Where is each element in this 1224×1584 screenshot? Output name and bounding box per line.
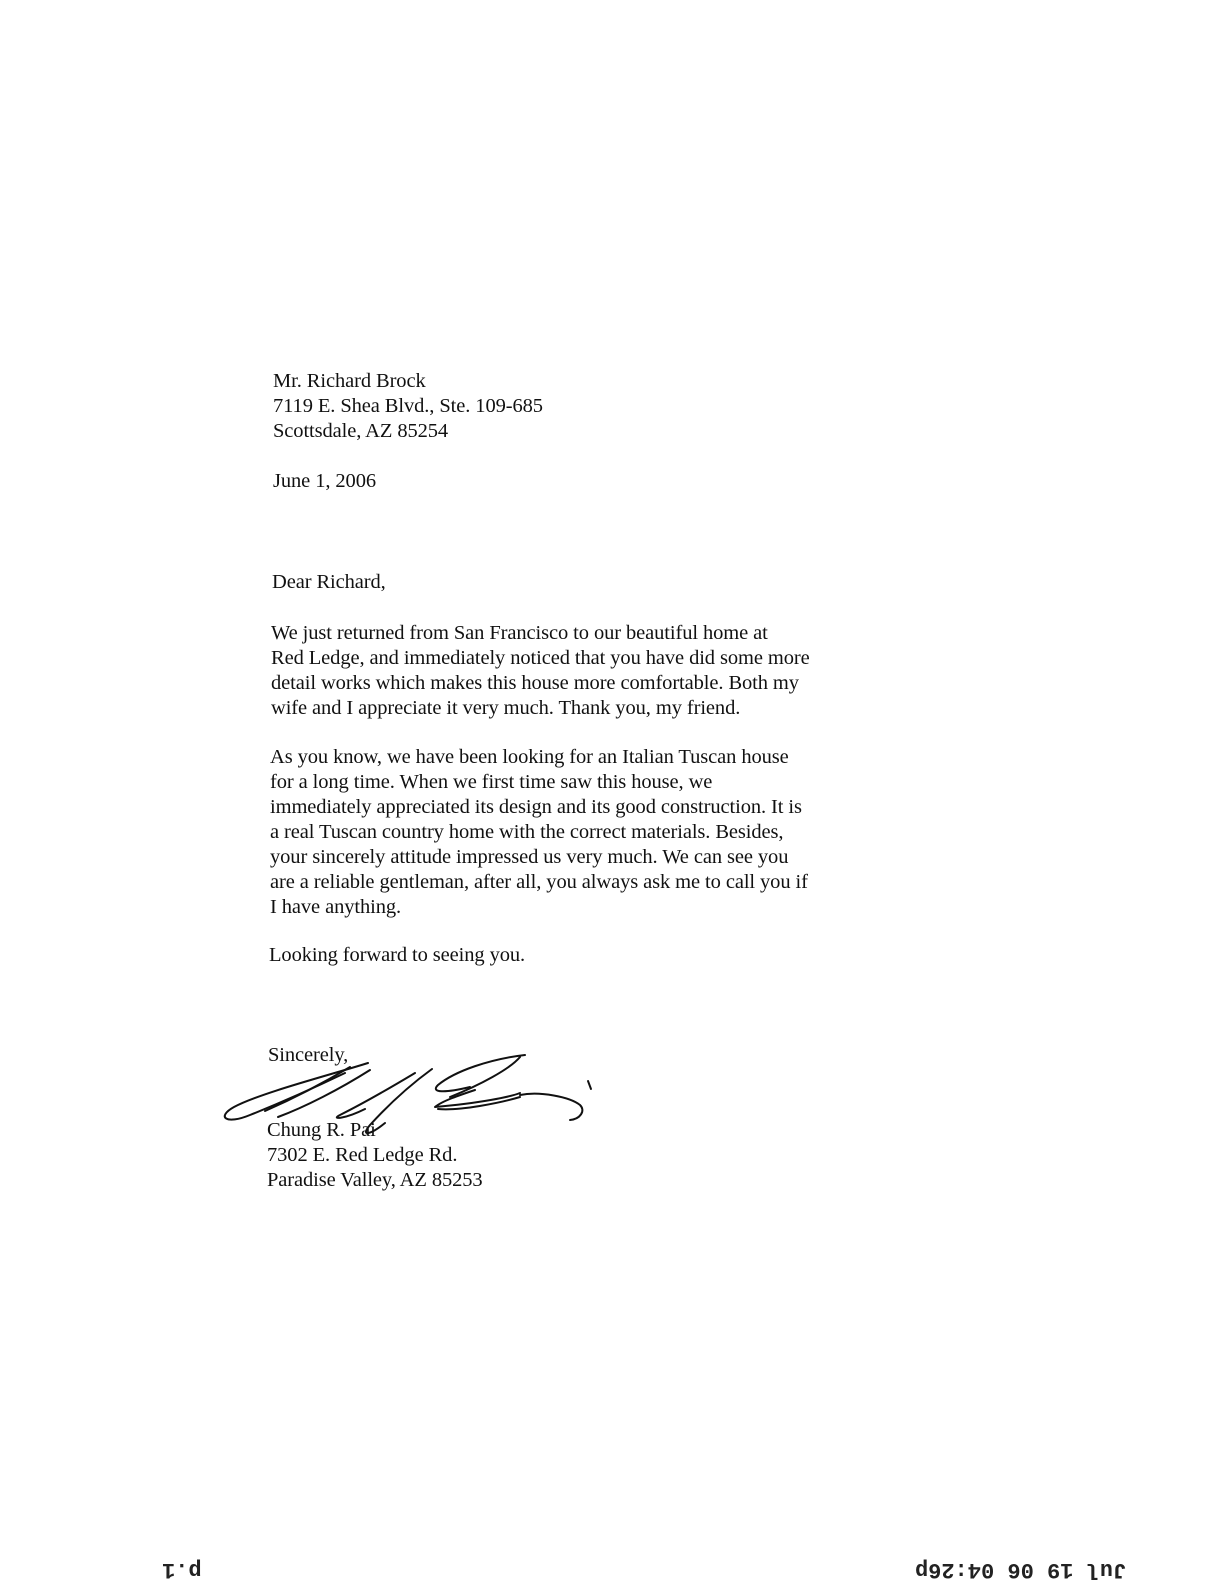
body-paragraph-2	[270, 745, 808, 920]
closing-line-text: Looking forward to seeing you.	[269, 944, 526, 966]
paragraph-line: your sincerely attitude impressed us very much. We can see you	[270, 846, 789, 868]
letter-date	[273, 469, 376, 494]
salutation-text: Dear Richard,	[272, 571, 386, 593]
fax-page-number: p.1	[162, 1557, 202, 1582]
paragraph-line: immediately appreciated its design and its good construction. It is	[270, 796, 802, 818]
recipient-city: Scottsdale, AZ 85254	[273, 420, 449, 442]
recipient-street: 7119 E. Shea Blvd., Ste. 109-685	[273, 395, 543, 417]
paragraph-line: a real Tuscan country home with the correct materials. Besides,	[270, 821, 784, 843]
paragraph-line: for a long time. When we first time saw this house, we	[270, 771, 713, 793]
date-text: June 1, 2006	[273, 470, 377, 492]
salutation	[272, 570, 386, 595]
paragraph-line: As you know, we have been looking for an Italian Tuscan house	[270, 746, 789, 768]
valediction-text: Sincerely,	[268, 1044, 349, 1066]
paragraph-line: wife and I appreciate it very much. Thank you, my friend.	[271, 697, 741, 719]
paragraph-line: I have anything.	[270, 896, 402, 918]
recipient-address	[273, 369, 543, 444]
sender-name: Chung R. Pai	[267, 1119, 376, 1141]
fax-timestamp: Jul 19 06 04:26p	[915, 1557, 1127, 1582]
paragraph-line: We just returned from San Francisco to our beautiful home at	[271, 622, 768, 644]
paragraph-line: detail works which makes this house more comfortable. Both my	[271, 672, 799, 694]
body-paragraph-1	[271, 621, 810, 721]
recipient-name: Mr. Richard Brock	[273, 370, 426, 392]
sender-address	[267, 1118, 483, 1193]
sender-street: 7302 E. Red Ledge Rd.	[267, 1144, 458, 1166]
paragraph-line: are a reliable gentleman, after all, you always ask me to call you if	[270, 871, 808, 893]
paragraph-line: Red Ledge, and immediately noticed that you have did some more	[271, 647, 810, 669]
closing-line	[269, 943, 525, 968]
sender-city: Paradise Valley, AZ 85253	[267, 1169, 483, 1191]
